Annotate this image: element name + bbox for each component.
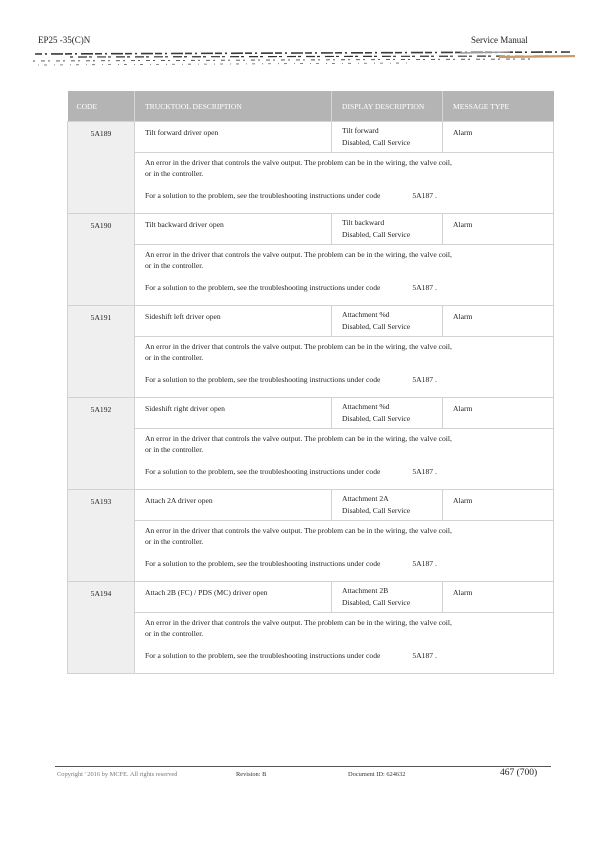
document-model: EP25 -35(C)N (38, 35, 91, 45)
solution-reference: 5A187 . (412, 375, 437, 384)
solution-text: For a solution to the problem, see the troubleshooting instructions under code (145, 467, 381, 476)
solution-reference: 5A187 . (412, 559, 437, 568)
error-description: An error in the driver that controls the valve output. The problem can be in the wiring, the valve coil, or in the controller. For a solution to the problem, see the troubleshooting instructions under code 5A187 . (135, 245, 554, 306)
message-type: Alarm (443, 582, 554, 613)
solution-reference: 5A187 . (412, 467, 437, 476)
error-code-table (67, 91, 554, 674)
error-description: An error in the driver that controls the valve output. The problem can be in the wiring, the valve coil, or in the controller. For a solution to the problem, see the troubleshooting instructions under code 5A187 . (135, 429, 554, 490)
solution-reference: 5A187 . (412, 651, 437, 660)
table-row (68, 122, 554, 153)
header-trucktool-description: TRUCKTOOL DESCRIPTION (135, 91, 332, 122)
header-decoration (30, 44, 575, 70)
error-code: 5A192 (68, 398, 135, 490)
message-type: Alarm (443, 306, 554, 337)
manual-title: Service Manual (471, 35, 528, 45)
trucktool-description: Sideshift right driver open (135, 398, 332, 429)
trucktool-description: Tilt forward driver open (135, 122, 332, 153)
header-display-description: DISPLAY DESCRIPTION (332, 91, 443, 122)
table-row (68, 582, 554, 613)
error-description: An error in the driver that controls the valve output. The problem can be in the wiring, the valve coil, or in the controller. For a solution to the problem, see the troubleshooting instructions under code 5A187 . (135, 521, 554, 582)
footer-divider (55, 766, 551, 767)
trucktool-description: Sideshift left driver open (135, 306, 332, 337)
table-row-detail (68, 337, 554, 398)
message-type: Alarm (443, 122, 554, 153)
solution-reference: 5A187 . (412, 191, 437, 200)
header-message-type: MESSAGE TYPE (443, 91, 554, 122)
error-code: 5A190 (68, 214, 135, 306)
solution-text: For a solution to the problem, see the troubleshooting instructions under code (145, 191, 381, 200)
table-row-detail (68, 521, 554, 582)
footer-revision: Revision: B (236, 771, 267, 778)
message-type: Alarm (443, 490, 554, 521)
display-description: Attachment 2A Disabled, Call Service (332, 490, 443, 521)
table-row (68, 214, 554, 245)
display-description: Attachment %d Disabled, Call Service (332, 398, 443, 429)
solution-text: For a solution to the problem, see the troubleshooting instructions under code (145, 283, 381, 292)
error-code: 5A194 (68, 582, 135, 674)
solution-text: For a solution to the problem, see the troubleshooting instructions under code (145, 559, 381, 568)
footer-document-id: Document ID: 624632 (348, 771, 406, 778)
solution-text: For a solution to the problem, see the troubleshooting instructions under code (145, 651, 381, 660)
solution-reference: 5A187 . (412, 283, 437, 292)
table-row (68, 490, 554, 521)
error-code: 5A189 (68, 122, 135, 214)
solution-text: For a solution to the problem, see the troubleshooting instructions under code (145, 375, 381, 384)
table-row-detail (68, 245, 554, 306)
error-description: An error in the driver that controls the valve output. The problem can be in the wiring, the valve coil, or in the controller. For a solution to the problem, see the troubleshooting instructions under code 5A187 . (135, 337, 554, 398)
trucktool-description: Attach 2A driver open (135, 490, 332, 521)
error-description: An error in the driver that controls the valve output. The problem can be in the wiring, the valve coil, or in the controller. For a solution to the problem, see the troubleshooting instructions under code 5A187 . (135, 153, 554, 214)
display-description: Tilt backward Disabled, Call Service (332, 214, 443, 245)
error-code: 5A193 (68, 490, 135, 582)
trucktool-description: Attach 2B (FC) / PDS (MC) driver open (135, 582, 332, 613)
message-type: Alarm (443, 398, 554, 429)
display-description: Tilt forward Disabled, Call Service (332, 122, 443, 153)
table-row (68, 306, 554, 337)
error-description: An error in the driver that controls the valve output. The problem can be in the wiring, the valve coil, or in the controller. For a solution to the problem, see the troubleshooting instructions under code 5A187 . (135, 613, 554, 674)
page-number: 467 (700) (500, 768, 538, 778)
display-description: Attachment 2B Disabled, Call Service (332, 582, 443, 613)
table-row-detail (68, 429, 554, 490)
trucktool-description: Tilt backward driver open (135, 214, 332, 245)
table-row-detail (68, 153, 554, 214)
error-code: 5A191 (68, 306, 135, 398)
footer-copyright: Copyright ' 2016 by MCFE. All rights reserved (57, 771, 178, 778)
table-row-detail (68, 613, 554, 674)
table-header-row (68, 91, 554, 122)
message-type: Alarm (443, 214, 554, 245)
header-code: CODE (68, 91, 135, 122)
table-row (68, 398, 554, 429)
display-description: Attachment %d Disabled, Call Service (332, 306, 443, 337)
